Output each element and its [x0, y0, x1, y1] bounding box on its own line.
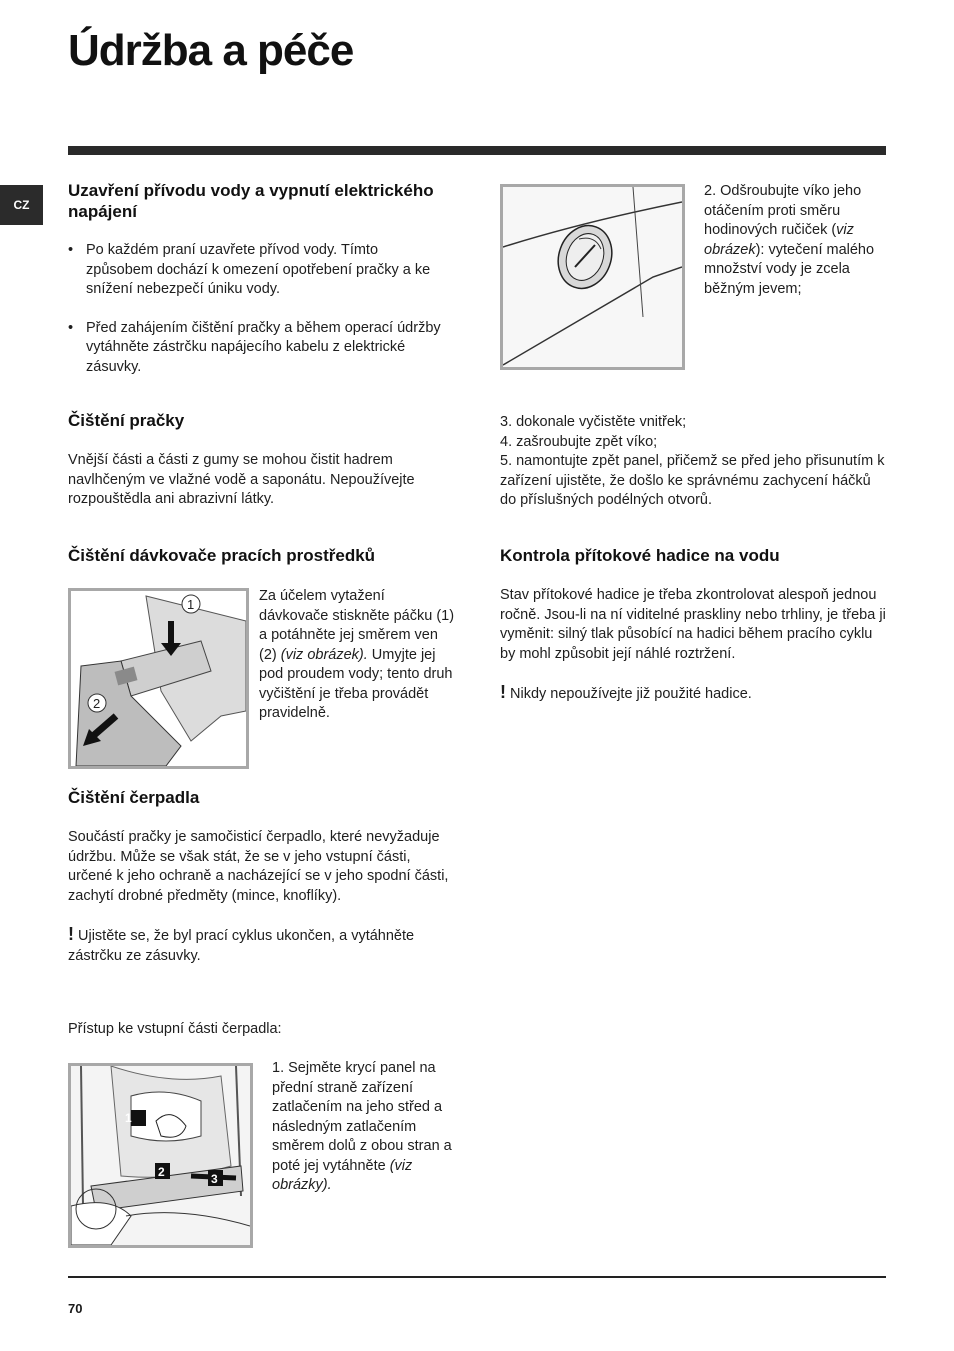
figure-reference: (viz obrázek).	[280, 646, 368, 663]
section-heading: Uzavření přívodu vody a vypnutí elektrického napájení	[68, 181, 434, 221]
paragraph: Stav přítokové hadice je třeba zkontrolovat alespoň jednou ročně. Jsou-li na ní viditelné praskliny nebo trhliny, je třeba ji vyměnit: silný tlak působící na hadici během pracího cyklu by mohl způsobit její náhlé roztržení.	[500, 587, 886, 662]
list-item: 4. zašroubujte zpět víko;	[500, 433, 658, 450]
footer-rule	[68, 1276, 886, 1278]
warning-icon: !	[500, 682, 506, 702]
dispenser-figure	[68, 588, 249, 769]
pump-step-1	[272, 1059, 457, 1196]
fig-label: 2	[93, 696, 101, 711]
text-run: Za účelem vytažení dávkovače stiskněte páčku (1) a potáhněte jej směrem ven (2)	[259, 588, 455, 663]
fig-label: 2	[158, 1165, 165, 1179]
text-run: 2. Odšroubujte víko jeho otáčením proti směru hodinových ručiček (	[704, 183, 862, 238]
paragraph: Vnější části a části z gumy se mohou čistit hadrem navlhčeným ve vlažné vodě a saponátu. Nepoužívejte rozpouštědla ani abrazivní látky.	[68, 452, 415, 507]
fig-label: 1	[125, 1111, 132, 1125]
pump-step-2	[704, 182, 882, 299]
bullet-list	[68, 241, 448, 377]
warning-text: Ujistěte se, že byl prací cyklus ukončen, a vytáhněte zástrčku ze zásuvky.	[68, 928, 415, 964]
warning-note	[68, 925, 456, 966]
section-inlet-hose	[500, 545, 886, 705]
section-heading: Čištění pračky	[68, 411, 185, 430]
fig-label: 1	[187, 597, 195, 612]
warning-note	[500, 683, 886, 705]
section-water-power	[68, 180, 458, 377]
text-run: 1. Sejměte krycí panel na přední straně zařízení zatlačením na jeho střed a následným zatlačením směrem dolů z obou stran a poté jej vytáhněte	[272, 1060, 452, 1174]
section-heading: Kontrola přítokové hadice na vodu	[500, 546, 780, 565]
section-washer-cleaning	[68, 410, 453, 510]
figure-reference: viz obrázek	[704, 222, 854, 258]
pump-panel-illustration	[71, 1066, 250, 1245]
dispenser-instructions	[259, 587, 457, 724]
language-tab: CZ	[0, 185, 43, 225]
text-run: ): vytečení malého množství vody je zcela běžným jevem;	[704, 241, 875, 297]
figure-reference: (viz obrázky).	[272, 1157, 413, 1193]
pump-panel-figure	[68, 1063, 253, 1248]
list-item: • Před zahájením čištění pračky a během operací údržby vytáhněte zástrčku napájecího kabelu z elektrické zásuvky.	[68, 319, 448, 378]
dispenser-illustration	[71, 591, 246, 766]
list-item: 5. namontujte zpět panel, přičemž se před jeho přisunutím k zařízení ujistěte, že došlo ke správnému zachycení háčků do příslušných podélných otvorů.	[500, 453, 885, 508]
section-heading: Čištění čerpadla	[68, 788, 200, 807]
pump-cover-figure	[500, 184, 685, 370]
list-item: 3. dokonale vyčistěte vnitřek;	[500, 414, 687, 430]
text-run: Umyjte jej pod proudem vody; tento druh vyčištění je třeba provádět pravidelně.	[259, 646, 453, 721]
page-number: 70	[68, 1301, 83, 1316]
pump-cover-illustration	[503, 187, 682, 367]
pump-steps-list	[500, 413, 886, 511]
section-dispenser	[68, 545, 458, 566]
paragraph: Součástí pračky je samočisticí čerpadlo, které nevyžaduje údržbu. Může se však stát, že se v jeho vstupní části, určené k jeho ochraně a nacházející se v jeho spodní části, zachytí drobné předměty (mince, knoflíky).	[68, 829, 449, 904]
section-heading: Čištění dávkovače pracích prostředků	[68, 546, 376, 565]
page-title: Údržba a péče	[68, 26, 354, 75]
warning-icon: !	[68, 924, 74, 944]
header-rule	[68, 146, 886, 155]
list-item: • Po každém praní uzavřete přívod vody. Tímto způsobem dochází k omezení opotřebení pračky a ke snížení nebezpečí úniku vody.	[68, 241, 448, 300]
pump-access-label: Přístup ke vstupní části čerpadla:	[68, 1021, 282, 1037]
warning-text: Nikdy nepoužívejte již použité hadice.	[510, 686, 752, 702]
section-pump	[68, 787, 456, 966]
fig-label: 3	[211, 1172, 218, 1186]
